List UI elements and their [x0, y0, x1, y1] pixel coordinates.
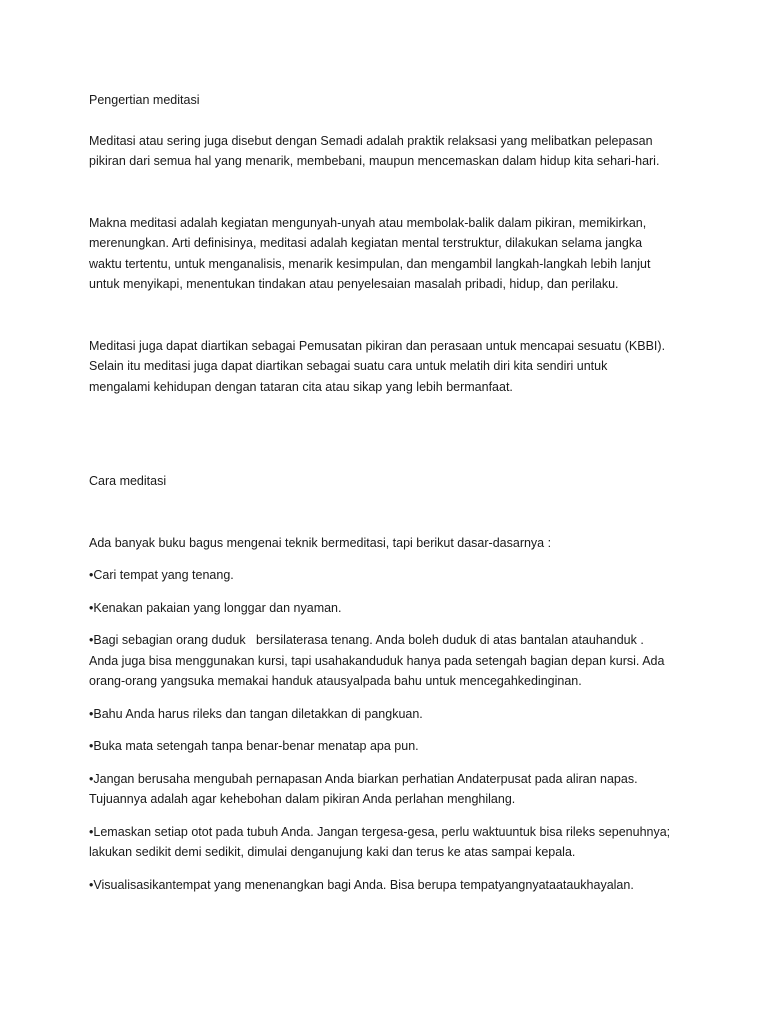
paragraph-line: mengalami kehidupan dengan tataran cita atau sikap yang lebih bermanfaat. — [89, 379, 513, 394]
section-heading-pengertian — [89, 90, 689, 111]
list-item — [89, 875, 689, 896]
list-item-line: •Buka mata setengah tanpa benar-benar menatap apa pun. — [89, 739, 419, 753]
list-item-line: Tujuannya adalah agar kehebohan dalam pikiran Anda perlahan menghilang. — [89, 792, 516, 806]
heading-text: Cara meditasi — [89, 474, 167, 488]
section-heading-cara — [89, 471, 689, 492]
list-item — [89, 630, 689, 692]
list-item — [89, 769, 689, 810]
paragraph-meaning — [89, 213, 689, 295]
list-item-line: •Visualisasikantempat yang menenangkan bagi Anda. Bisa berupa tempatyangnyataataukhayalan. — [89, 877, 634, 892]
list-item — [89, 598, 689, 619]
list-item-line: lakukan sedikit demi sedikit, dimulai denganujung kaki dan terus ke atas sampai kepala. — [89, 845, 576, 859]
list-item-line: •Cari tempat yang tenang. — [89, 568, 234, 582]
list-item — [89, 704, 689, 725]
paragraph-intro — [89, 533, 689, 554]
list-item-line: •Jangan berusaha mengubah pernapasan Anda biarkan perhatian Andaterpusat pada aliran napas. — [89, 771, 638, 786]
paragraph-line: Selain itu meditasi juga dapat diartikan sebagai suatu cara untuk melatih diri kita sendiri untuk — [89, 359, 608, 373]
list-item-line: •Lemaskan setiap otot pada tubuh Anda. Jangan tergesa-gesa, perlu waktuuntuk bisa rileks sepenuhnya; — [89, 824, 671, 839]
paragraph-definition — [89, 131, 689, 172]
list-item — [89, 565, 689, 586]
paragraph-line: Meditasi atau sering juga disebut dengan Semadi adalah praktik relaksasi yang melibatkan pelepasan — [89, 133, 653, 148]
paragraph-kbbi — [89, 336, 689, 398]
paragraph-line: Makna meditasi adalah kegiatan mengunyah-unyah atau membolak-balik dalam pikiran, memikirkan, — [89, 215, 647, 230]
paragraph-line: Meditasi juga dapat diartikan sebagai Pemusatan pikiran dan perasaan untuk mencapai sesuatu (KBBI). — [89, 338, 666, 353]
paragraph-line: pikiran dari semua hal yang menarik, membebani, maupun mencemaskan dalam hidup kita sehari-hari. — [89, 154, 660, 168]
list-item-line: •Bagi sebagian orang duduk bersilaterasa tenang. Anda boleh duduk di atas bantalan atauhanduk . — [89, 633, 644, 647]
list-item — [89, 822, 689, 863]
list-item-line: •Bahu Anda harus rileks dan tangan diletakkan di pangkuan. — [89, 706, 423, 721]
paragraph-line: merenungkan. Arti definisinya, meditasi adalah kegiatan mental terstruktur, dilakukan selama jangka — [89, 236, 643, 250]
list-item-line: orang-orang yangsuka memakai handuk atausyalpada bahu untuk mencegahkedinginan. — [89, 674, 582, 688]
paragraph-line: untuk menyikapi, menentukan tindakan atau penyelesaian masalah pribadi, hidup, dan perilaku. — [89, 277, 619, 291]
list-item-line: Anda juga bisa menggunakan kursi, tapi usahakanduduk hanya pada setengah bagian depan kursi. Ada — [89, 653, 665, 668]
list-item — [89, 736, 689, 757]
paragraph-line: Ada banyak buku bagus mengenai teknik bermeditasi, tapi berikut dasar-dasarnya : — [89, 535, 552, 550]
document-body — [89, 90, 689, 907]
list-item-line: •Kenakan pakaian yang longgar dan nyaman. — [89, 600, 342, 615]
heading-text: Pengertian meditasi — [89, 93, 200, 107]
paragraph-line: waktu tertentu, untuk menganalisis, menarik kesimpulan, dan mengambil langkah-langkah lebih lanjut — [89, 256, 651, 271]
